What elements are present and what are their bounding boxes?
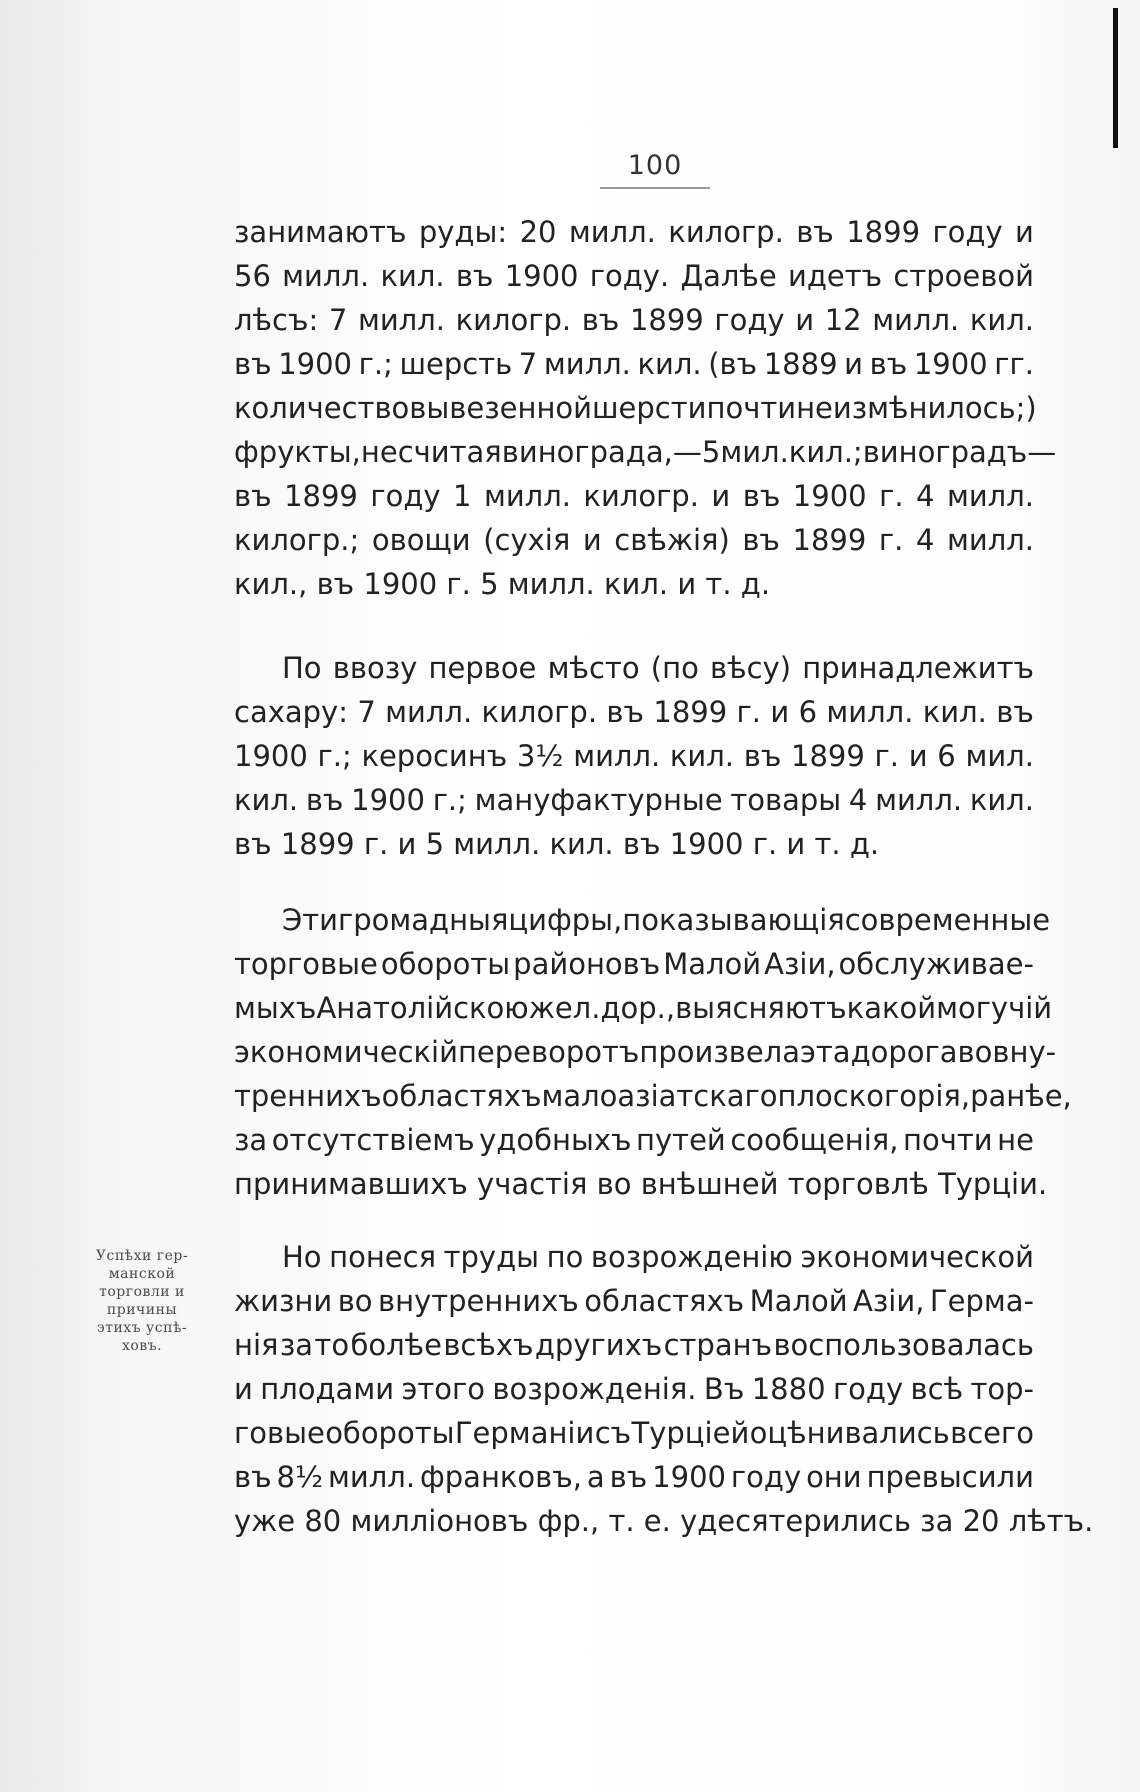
word: г.; <box>432 783 467 817</box>
word: 1899 <box>629 303 704 337</box>
word: милліоновъ <box>350 1504 538 1538</box>
word: а <box>586 1460 605 1494</box>
word: (по <box>650 651 699 685</box>
word: строевой <box>893 259 1034 293</box>
word: въ <box>622 827 670 861</box>
paragraph-3 <box>234 898 1072 1206</box>
word: Азіи, <box>764 947 836 981</box>
word: 8½ <box>276 1460 324 1494</box>
text-line <box>234 646 1034 690</box>
word: По <box>282 651 322 685</box>
word: кил. <box>637 347 702 381</box>
word: произвела <box>639 1035 800 1069</box>
word: милл. <box>357 303 445 337</box>
word: т. <box>814 827 850 861</box>
text-line <box>234 1074 1072 1118</box>
word: и <box>397 827 426 861</box>
scan-edge-mark <box>1113 8 1118 148</box>
word: въ <box>234 1460 272 1494</box>
word: за <box>920 1504 963 1538</box>
margin-note-line: Успѣхи гер- <box>95 1248 189 1264</box>
word: кил. <box>549 827 623 861</box>
word: и <box>844 347 864 381</box>
word: съ <box>594 1416 632 1450</box>
word: мыхъ <box>234 991 317 1025</box>
word: 1900 <box>792 479 867 513</box>
word: кил., <box>234 567 317 601</box>
word: по <box>546 1240 584 1274</box>
word: другихъ <box>534 1328 663 1362</box>
word: Но <box>282 1240 322 1274</box>
word: экономическій <box>234 1035 458 1069</box>
word: выясняютъ <box>675 991 847 1025</box>
word: принимавшихъ <box>234 1167 478 1201</box>
word: милл. <box>872 303 960 337</box>
word: милл. <box>282 259 370 293</box>
text-line <box>234 1367 1034 1411</box>
word: экономической <box>800 1240 1034 1274</box>
word: виноградъ— <box>862 435 1057 469</box>
word: болѣе <box>350 1328 442 1362</box>
word: вну- <box>992 1035 1057 1069</box>
word: и <box>711 479 731 513</box>
word: плоскогорія, <box>777 1079 971 1113</box>
word: килогр. <box>455 303 572 337</box>
text-line <box>234 1499 1094 1543</box>
word: въ <box>581 303 620 337</box>
word: винограда,—5 <box>501 435 721 469</box>
margin-note-line: торговли и <box>99 1284 185 1300</box>
word: 4 <box>848 783 868 817</box>
word: г.; <box>358 347 393 381</box>
word: г.; <box>317 739 352 773</box>
word: и <box>770 695 790 729</box>
word: кил. <box>234 783 299 817</box>
word: милл. <box>946 523 1034 557</box>
word: показывающія <box>622 903 845 937</box>
word: 1899 <box>791 739 865 773</box>
text-line <box>234 474 1034 518</box>
word: въ <box>234 347 272 381</box>
word: оцѣнивались <box>749 1416 950 1450</box>
word: отсутствіемъ <box>271 1123 475 1157</box>
word: жизни <box>234 1284 333 1318</box>
word: внутреннихъ <box>378 1284 579 1318</box>
text-line <box>234 562 1034 606</box>
paragraph-2 <box>234 646 1034 866</box>
word: кил. <box>604 567 678 601</box>
word: фрукты, <box>234 435 361 469</box>
word: году. <box>589 259 670 293</box>
word: 1899 <box>284 479 358 513</box>
word: плодами <box>260 1372 395 1406</box>
word: г. <box>446 567 481 601</box>
word: г. <box>878 523 904 557</box>
word: въ <box>743 739 782 773</box>
word: Турціей <box>631 1416 750 1450</box>
word: въ <box>316 567 364 601</box>
word: 7 <box>328 303 348 337</box>
word: товары <box>730 783 842 817</box>
word: Эти <box>282 903 338 937</box>
word: кил. <box>669 739 735 773</box>
word: милл. <box>328 1460 416 1494</box>
word: килогр. <box>583 479 699 513</box>
word: удобныхъ <box>479 1123 632 1157</box>
word: считая <box>397 435 502 469</box>
word: почти <box>903 1123 993 1157</box>
word: труды <box>443 1240 540 1274</box>
word: дорога <box>850 1035 958 1069</box>
word: обслуживае- <box>838 947 1034 981</box>
word: измѣнилось;) <box>832 391 1037 425</box>
word: кил. <box>969 303 1034 337</box>
word: жел. <box>528 991 601 1025</box>
word: за <box>234 1123 268 1157</box>
text-line <box>234 342 1034 386</box>
word: 1900 <box>278 347 353 381</box>
word: идетъ <box>788 259 883 293</box>
word: 1899 <box>280 827 364 861</box>
word: путей <box>636 1123 726 1157</box>
text-line <box>234 734 1034 778</box>
word: во <box>337 1284 373 1318</box>
word: 1900 <box>363 567 447 601</box>
word: 6 <box>798 695 818 729</box>
text-line <box>234 898 1051 942</box>
word: областяхъ <box>584 1284 745 1318</box>
word: милл. <box>946 479 1034 513</box>
word: не <box>796 391 833 425</box>
word: и <box>677 567 706 601</box>
word: мануфактурные <box>474 783 723 817</box>
word: милл. <box>483 479 571 513</box>
word: въ <box>455 259 494 293</box>
word: Малой <box>663 947 762 981</box>
word: малоазіатскаго <box>541 1079 778 1113</box>
word: въ <box>609 1460 648 1494</box>
word: торговлѣ <box>787 1167 939 1201</box>
text-line <box>234 518 1034 562</box>
word: 5 <box>425 827 454 861</box>
word: удесятерились <box>680 1504 921 1538</box>
word: милл. <box>875 783 963 817</box>
word: шерсть <box>399 347 513 381</box>
text-line <box>234 1030 1057 1074</box>
word: 1900 <box>351 783 425 817</box>
word: превысили <box>866 1460 1034 1494</box>
word: возрожденію <box>590 1240 793 1274</box>
word: милл. <box>573 739 661 773</box>
word: 1899 <box>846 215 921 249</box>
word: во <box>957 1035 993 1069</box>
word: вывезенной <box>409 391 592 425</box>
word: сахару: <box>234 695 348 729</box>
word: треннихъ <box>234 1079 382 1113</box>
word: мил. <box>965 739 1034 773</box>
word: они <box>806 1460 862 1494</box>
word: за <box>279 1328 314 1362</box>
word: и <box>908 739 928 773</box>
word: возрожденія. <box>492 1372 697 1406</box>
word: переворотъ <box>457 1035 640 1069</box>
word: Въ <box>703 1372 745 1406</box>
word: килогр.; <box>234 523 360 557</box>
word: г. <box>752 827 787 861</box>
word: керосинъ <box>361 739 508 773</box>
word: килогр. <box>481 695 598 729</box>
text-line <box>234 298 1034 342</box>
word: свѣжія) <box>614 523 730 557</box>
word: воспользовалась <box>773 1328 1034 1362</box>
word: обороты <box>325 1416 455 1450</box>
word: г. <box>874 739 900 773</box>
word: въ <box>234 479 272 513</box>
word: Азіи, <box>853 1284 925 1318</box>
word: Герма- <box>929 1284 1034 1318</box>
word: и <box>1015 215 1034 249</box>
page-number: 100 <box>600 150 710 189</box>
text-line <box>234 942 1034 986</box>
word: 1900 <box>234 739 308 773</box>
margin-note-line: причины <box>106 1302 178 1318</box>
word: 1 <box>453 479 472 513</box>
word: г. <box>879 479 904 513</box>
word: внѣшней <box>640 1167 788 1201</box>
word: цифры, <box>508 903 623 937</box>
word: торговые <box>234 947 378 981</box>
word: занимаютъ <box>234 215 407 249</box>
word: громадныя <box>338 903 509 937</box>
word: въ <box>742 479 781 513</box>
word: 3½ <box>516 739 564 773</box>
text-line <box>234 778 1034 822</box>
word: кил. <box>922 695 987 729</box>
word: и <box>795 303 815 337</box>
word: ранѣе, <box>970 1079 1072 1113</box>
word: 1900 <box>504 259 579 293</box>
word: кил. <box>969 783 1034 817</box>
word: 1880 <box>751 1372 826 1406</box>
paragraph-1 <box>234 210 1057 606</box>
text-line <box>234 1235 1034 1279</box>
word: Анатолійскою <box>316 991 529 1025</box>
text-line <box>234 822 1034 866</box>
word: всѣ <box>910 1372 964 1406</box>
word: Малой <box>749 1284 848 1318</box>
word: эта <box>800 1035 851 1069</box>
word: франковъ, <box>419 1460 582 1494</box>
word: году <box>370 479 441 513</box>
text-line <box>234 1455 1034 1499</box>
word: 1899 <box>792 523 867 557</box>
word: милл. <box>568 215 656 249</box>
word: въ <box>234 827 281 861</box>
word: въ <box>996 695 1034 729</box>
word: шерсти <box>592 391 707 425</box>
word: обороты <box>380 947 511 981</box>
word: руды: <box>418 215 508 249</box>
word: понеся <box>329 1240 437 1274</box>
word: въ <box>742 523 780 557</box>
word: этого <box>401 1372 485 1406</box>
word: 4 <box>916 479 935 513</box>
word: не <box>997 1123 1034 1157</box>
text-line <box>234 1162 1048 1206</box>
text-line <box>234 690 1034 734</box>
word: Германіи <box>454 1416 595 1450</box>
word: г. <box>363 827 398 861</box>
word: первое <box>428 651 537 685</box>
word: 1889 <box>763 347 838 381</box>
word: принадлежитъ <box>802 651 1034 685</box>
word: кил.; <box>788 435 863 469</box>
text-line <box>234 254 1034 298</box>
text-line <box>234 386 1037 430</box>
word: килогр. <box>668 215 784 249</box>
word: странъ <box>663 1328 773 1362</box>
text-line <box>234 986 1053 1030</box>
word: милл. <box>507 567 604 601</box>
word: современные <box>844 903 1051 937</box>
word: и <box>786 827 815 861</box>
paragraph-4 <box>234 1235 1094 1543</box>
word: всѣхъ <box>443 1328 534 1362</box>
word: т. <box>705 567 741 601</box>
word: въ <box>606 695 645 729</box>
word: фр., <box>537 1504 609 1538</box>
word: 7 <box>357 695 376 729</box>
word: 56 <box>234 259 271 293</box>
word: милл. <box>453 827 550 861</box>
word: т. <box>608 1504 644 1538</box>
word: говые <box>234 1416 325 1450</box>
word: областяхъ <box>381 1079 542 1113</box>
text-line <box>234 1411 1034 1455</box>
margin-note-line: манской <box>108 1266 176 1282</box>
word: Далѣе <box>680 259 777 293</box>
word: году <box>832 1372 904 1406</box>
word: въ <box>796 215 834 249</box>
word: 1899 <box>653 695 728 729</box>
word: районовъ <box>513 947 661 981</box>
word: въ <box>305 783 344 817</box>
word: мѣсто <box>547 651 640 685</box>
word: и <box>582 523 602 557</box>
word: 4 <box>915 523 935 557</box>
word: 7 <box>518 347 538 381</box>
word: то <box>314 1328 350 1362</box>
word: году <box>730 1460 802 1494</box>
word: нія <box>234 1328 279 1362</box>
word: какой <box>846 991 937 1025</box>
word: году <box>714 303 785 337</box>
word: 1900 <box>913 347 988 381</box>
text-line <box>234 1323 1034 1367</box>
text-line <box>234 430 1057 474</box>
margin-note <box>72 1247 212 1355</box>
word: году <box>932 215 1003 249</box>
word: тор- <box>970 1372 1034 1406</box>
word: участія <box>477 1167 597 1201</box>
word: не <box>360 435 398 469</box>
text-line <box>234 1118 1034 1162</box>
word: 5 <box>480 567 508 601</box>
word: всего <box>950 1416 1034 1450</box>
word: во <box>596 1167 641 1201</box>
word: ввозу <box>332 651 418 685</box>
word: почти <box>706 391 797 425</box>
word: дор., <box>600 991 676 1025</box>
word: 1900 <box>669 827 753 861</box>
word: Турціи. <box>938 1167 1048 1201</box>
word: кил. <box>380 259 445 293</box>
word: количество <box>234 391 410 425</box>
margin-note-line: ховъ. <box>121 1338 163 1354</box>
word: 6 <box>937 739 956 773</box>
text-line <box>234 1279 1034 1323</box>
word: въ <box>869 347 908 381</box>
word: милл. <box>826 695 914 729</box>
word: лѣсъ: <box>234 303 319 337</box>
word: и <box>234 1372 253 1406</box>
word: 80 <box>304 1504 351 1538</box>
word: 12 <box>824 303 862 337</box>
text-line <box>234 210 1034 254</box>
word: милл. <box>385 695 473 729</box>
word: уже <box>234 1504 305 1538</box>
word: вѣсу) <box>710 651 792 685</box>
word: 1900 <box>652 1460 726 1494</box>
word: (сухія <box>483 523 571 557</box>
word: лѣтъ. <box>1008 1504 1094 1538</box>
word: милл. <box>543 347 631 381</box>
word: д. <box>849 827 880 861</box>
word: г. <box>736 695 762 729</box>
word: д. <box>740 567 771 601</box>
word: мил. <box>720 435 789 469</box>
word: 20 <box>962 1504 1009 1538</box>
margin-note-line: этихъ успѣ- <box>96 1320 188 1336</box>
word: гг. <box>994 347 1034 381</box>
word: сообщенія, <box>730 1123 899 1157</box>
word: овощи <box>371 523 471 557</box>
word: (въ <box>708 347 758 381</box>
word: 20 <box>519 215 557 249</box>
word: е. <box>643 1504 681 1538</box>
word: могучій <box>936 991 1053 1025</box>
